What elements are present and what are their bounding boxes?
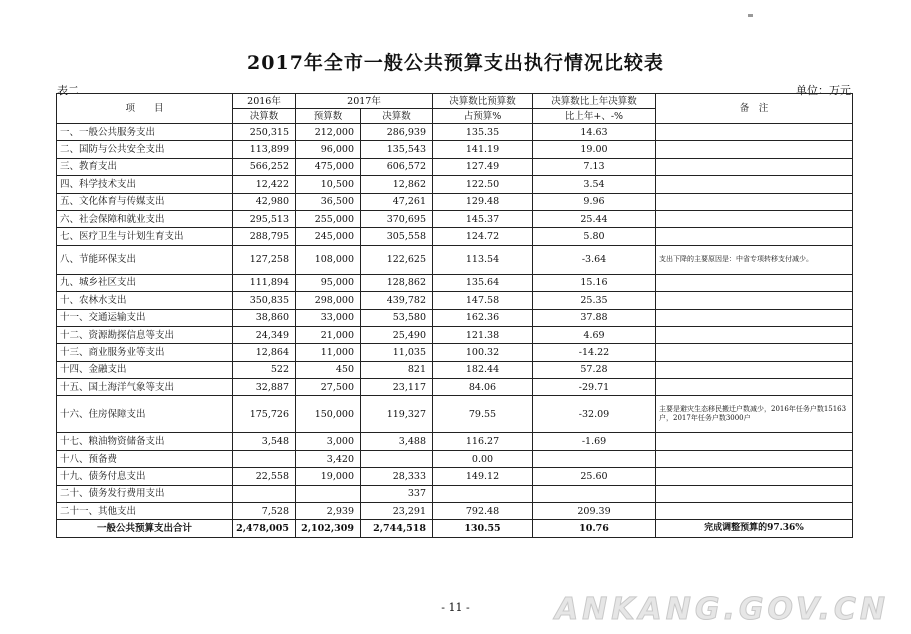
cell-note: 主要是避灾生态移民搬迁户数减少，2016年任务户数15163户，2017年任务户数3000户 [656,396,853,433]
cell-pct-last: -14.22 [533,344,656,361]
cell-name: 十八、预备费 [57,450,233,467]
header-budget: 预算数 [296,109,361,124]
cell-pct-budget: 84.06 [433,379,533,396]
cell-2017-final: 439,782 [361,292,433,309]
cell-pct-last: 37.88 [533,309,656,326]
cell-pct-last: 25.60 [533,468,656,485]
cell-2017-final: 53,580 [361,309,433,326]
cell-2017-budget: 475,000 [296,158,361,175]
cell-2017-budget: 108,000 [296,245,361,274]
header-final: 决算数 [361,109,433,124]
cell-2016-final: 22,558 [233,468,296,485]
header-ratio-budget: 决算数比预算数 [433,94,533,109]
cell-2016-final: 127,258 [233,245,296,274]
cell-name: 一般公共预算支出合计 [57,520,233,538]
cell-pct-last [533,450,656,467]
page-number: - 11 - [441,601,470,614]
cell-pct-last: 25.35 [533,292,656,309]
cell-2017-budget: 96,000 [296,141,361,158]
document-title: 2017年全市一般公共预算支出执行情况比较表 [247,52,664,74]
cell-2016-final: 350,835 [233,292,296,309]
cell-2017-final: 25,490 [361,326,433,343]
cell-name: 十四、金融支出 [57,361,233,378]
cell-name: 三、教育支出 [57,158,233,175]
table-row [57,210,853,227]
cell-2017-budget: 2,102,309 [296,520,361,538]
cell-2017-budget: 298,000 [296,292,361,309]
table-row [57,361,853,378]
cell-pct-budget: 100.32 [433,344,533,361]
cell-2017-final: 305,558 [361,228,433,245]
cell-pct-budget: 147.58 [433,292,533,309]
cell-2017-budget: 245,000 [296,228,361,245]
cell-2016-final [233,485,296,502]
cell-2017-budget: 212,000 [296,124,361,141]
cell-name: 四、科学技术支出 [57,176,233,193]
cell-pct-last: 25.44 [533,210,656,227]
cell-2016-final: 12,864 [233,344,296,361]
cell-2017-budget: 95,000 [296,274,361,291]
cell-name: 十六、住房保障支出 [57,396,233,433]
header-2017: 2017年 [296,94,433,109]
unit-label: 单位：万元 [796,84,851,97]
cell-2017-budget: 3,000 [296,433,361,450]
cell-2016-final: 7,528 [233,503,296,520]
cell-note [656,210,853,227]
cell-2016-final: 38,860 [233,309,296,326]
cell-2016-final: 250,315 [233,124,296,141]
cell-note [656,503,853,520]
cell-pct-budget: 116.27 [433,433,533,450]
cell-pct-last: -1.69 [533,433,656,450]
cell-pct-budget: 135.35 [433,124,533,141]
cell-pct-last [533,485,656,502]
cell-pct-last: -32.09 [533,396,656,433]
cell-pct-last: 57.28 [533,361,656,378]
table-row [57,141,853,158]
cell-pct-last: 14.63 [533,124,656,141]
cell-2017-final: 11,035 [361,344,433,361]
cell-name: 十三、商业服务业等支出 [57,344,233,361]
table-row [57,485,853,502]
table-row [57,450,853,467]
cell-note [656,309,853,326]
table-row [57,326,853,343]
table-row [57,228,853,245]
cell-note [656,292,853,309]
cell-pct-last: 3.54 [533,176,656,193]
header-pct-last: 比上年+、-% [533,109,656,124]
cell-2016-final: 42,980 [233,193,296,210]
table-row [57,245,853,274]
cell-2017-budget: 255,000 [296,210,361,227]
table-row [57,433,853,450]
cell-pct-last: -3.64 [533,245,656,274]
cell-pct-budget: 792.48 [433,503,533,520]
cell-note [656,485,853,502]
cell-2016-final: 24,349 [233,326,296,343]
cell-pct-last: 15.16 [533,274,656,291]
cell-2017-final [361,450,433,467]
header-item: 项 目 [57,94,233,124]
cell-2017-budget: 19,000 [296,468,361,485]
cell-2016-final: 295,513 [233,210,296,227]
cell-note [656,176,853,193]
header-2016-final: 决算数 [233,109,296,124]
table-row [57,309,853,326]
cell-name: 十一、交通运输支出 [57,309,233,326]
cell-pct-budget [433,485,533,502]
cell-2017-final: 47,261 [361,193,433,210]
cell-2017-budget: 2,939 [296,503,361,520]
cell-pct-last: 209.39 [533,503,656,520]
cell-2016-final: 12,422 [233,176,296,193]
cell-pct-budget: 129.48 [433,193,533,210]
site-watermark: ANKANG.GOV.CN [554,592,889,627]
cell-2017-budget: 150,000 [296,396,361,433]
scan-speck [748,14,753,17]
cell-name: 七、医疗卫生与计划生育支出 [57,228,233,245]
cell-2016-final: 566,252 [233,158,296,175]
table-row [57,176,853,193]
cell-2017-final: 23,291 [361,503,433,520]
cell-2017-budget: 21,000 [296,326,361,343]
cell-pct-budget: 135.64 [433,274,533,291]
cell-2017-final: 12,862 [361,176,433,193]
cell-2017-final: 23,117 [361,379,433,396]
cell-2017-budget: 27,500 [296,379,361,396]
cell-2017-budget: 11,000 [296,344,361,361]
cell-note [656,468,853,485]
cell-pct-budget: 130.55 [433,520,533,538]
cell-2016-final: 3,548 [233,433,296,450]
table-row [57,396,853,433]
cell-pct-budget: 79.55 [433,396,533,433]
cell-note: 支出下降的主要原因是：中省专项转移支付减少。 [656,245,853,274]
cell-2016-final: 288,795 [233,228,296,245]
cell-2017-budget: 10,500 [296,176,361,193]
expenditure-table [56,93,853,538]
cell-name: 二十、债务发行费用支出 [57,485,233,502]
cell-name: 十、农林水支出 [57,292,233,309]
cell-pct-last: 4.69 [533,326,656,343]
cell-note [656,433,853,450]
cell-pct-budget: 113.54 [433,245,533,274]
cell-note [656,124,853,141]
cell-note [656,158,853,175]
cell-pct-last: 19.00 [533,141,656,158]
cell-2017-final: 337 [361,485,433,502]
table-row [57,503,853,520]
cell-pct-last: 7.13 [533,158,656,175]
cell-pct-budget: 141.19 [433,141,533,158]
table-row [57,193,853,210]
cell-note [656,228,853,245]
cell-2017-budget: 450 [296,361,361,378]
cell-name: 十九、债务付息支出 [57,468,233,485]
header-2016: 2016年 [233,94,296,109]
cell-2017-final: 2,744,518 [361,520,433,538]
cell-pct-budget: 122.50 [433,176,533,193]
cell-2017-budget: 33,000 [296,309,361,326]
cell-2016-final: 32,887 [233,379,296,396]
cell-pct-budget: 124.72 [433,228,533,245]
cell-note [656,344,853,361]
cell-2016-final: 175,726 [233,396,296,433]
table-row [57,274,853,291]
cell-note [656,141,853,158]
table-row [57,344,853,361]
header-pct-budget: 占预算% [433,109,533,124]
cell-2017-final: 606,572 [361,158,433,175]
cell-name: 十二、资源勘探信息等支出 [57,326,233,343]
cell-note: 完成调整预算的97.36% [656,520,853,538]
cell-note [656,326,853,343]
cell-2017-final: 28,333 [361,468,433,485]
cell-name: 一、一般公共服务支出 [57,124,233,141]
cell-2017-final: 370,695 [361,210,433,227]
cell-note [656,193,853,210]
cell-note [656,274,853,291]
cell-note [656,361,853,378]
cell-2016-final: 111,894 [233,274,296,291]
cell-2017-budget: 36,500 [296,193,361,210]
cell-name: 十七、粮油物资储备支出 [57,433,233,450]
cell-pct-budget: 162.36 [433,309,533,326]
cell-2017-final: 3,488 [361,433,433,450]
header-note: 备 注 [656,94,853,124]
table-row [57,379,853,396]
cell-pct-budget: 149.12 [433,468,533,485]
cell-2017-budget: 3,420 [296,450,361,467]
cell-pct-budget: 145.37 [433,210,533,227]
table-row [57,468,853,485]
cell-2017-final: 128,862 [361,274,433,291]
cell-2017-final: 135,543 [361,141,433,158]
cell-name: 二、国防与公共安全支出 [57,141,233,158]
cell-2017-budget [296,485,361,502]
cell-name: 九、城乡社区支出 [57,274,233,291]
table-row [57,520,853,538]
cell-pct-last: 9.96 [533,193,656,210]
cell-2017-final: 119,327 [361,396,433,433]
cell-pct-budget: 121.38 [433,326,533,343]
cell-name: 十五、国土海洋气象等支出 [57,379,233,396]
cell-note [656,450,853,467]
cell-pct-budget: 127.49 [433,158,533,175]
cell-note [656,379,853,396]
cell-pct-last: 10.76 [533,520,656,538]
cell-pct-budget: 182.44 [433,361,533,378]
table-row [57,158,853,175]
cell-2017-final: 286,939 [361,124,433,141]
table-row [57,292,853,309]
cell-pct-last: 5.80 [533,228,656,245]
cell-name: 五、文化体育与传媒支出 [57,193,233,210]
cell-2016-final: 113,899 [233,141,296,158]
cell-name: 六、社会保障和就业支出 [57,210,233,227]
table-number: 表二 [57,84,79,97]
table-row [57,124,853,141]
header-ratio-last: 决算数比上年决算数 [533,94,656,109]
cell-pct-budget: 0.00 [433,450,533,467]
cell-2017-final: 821 [361,361,433,378]
cell-name: 八、节能环保支出 [57,245,233,274]
cell-2017-final: 122,625 [361,245,433,274]
cell-name: 二十一、其他支出 [57,503,233,520]
cell-2016-final [233,450,296,467]
cell-2016-final: 2,478,005 [233,520,296,538]
cell-2016-final: 522 [233,361,296,378]
cell-pct-last: -29.71 [533,379,656,396]
